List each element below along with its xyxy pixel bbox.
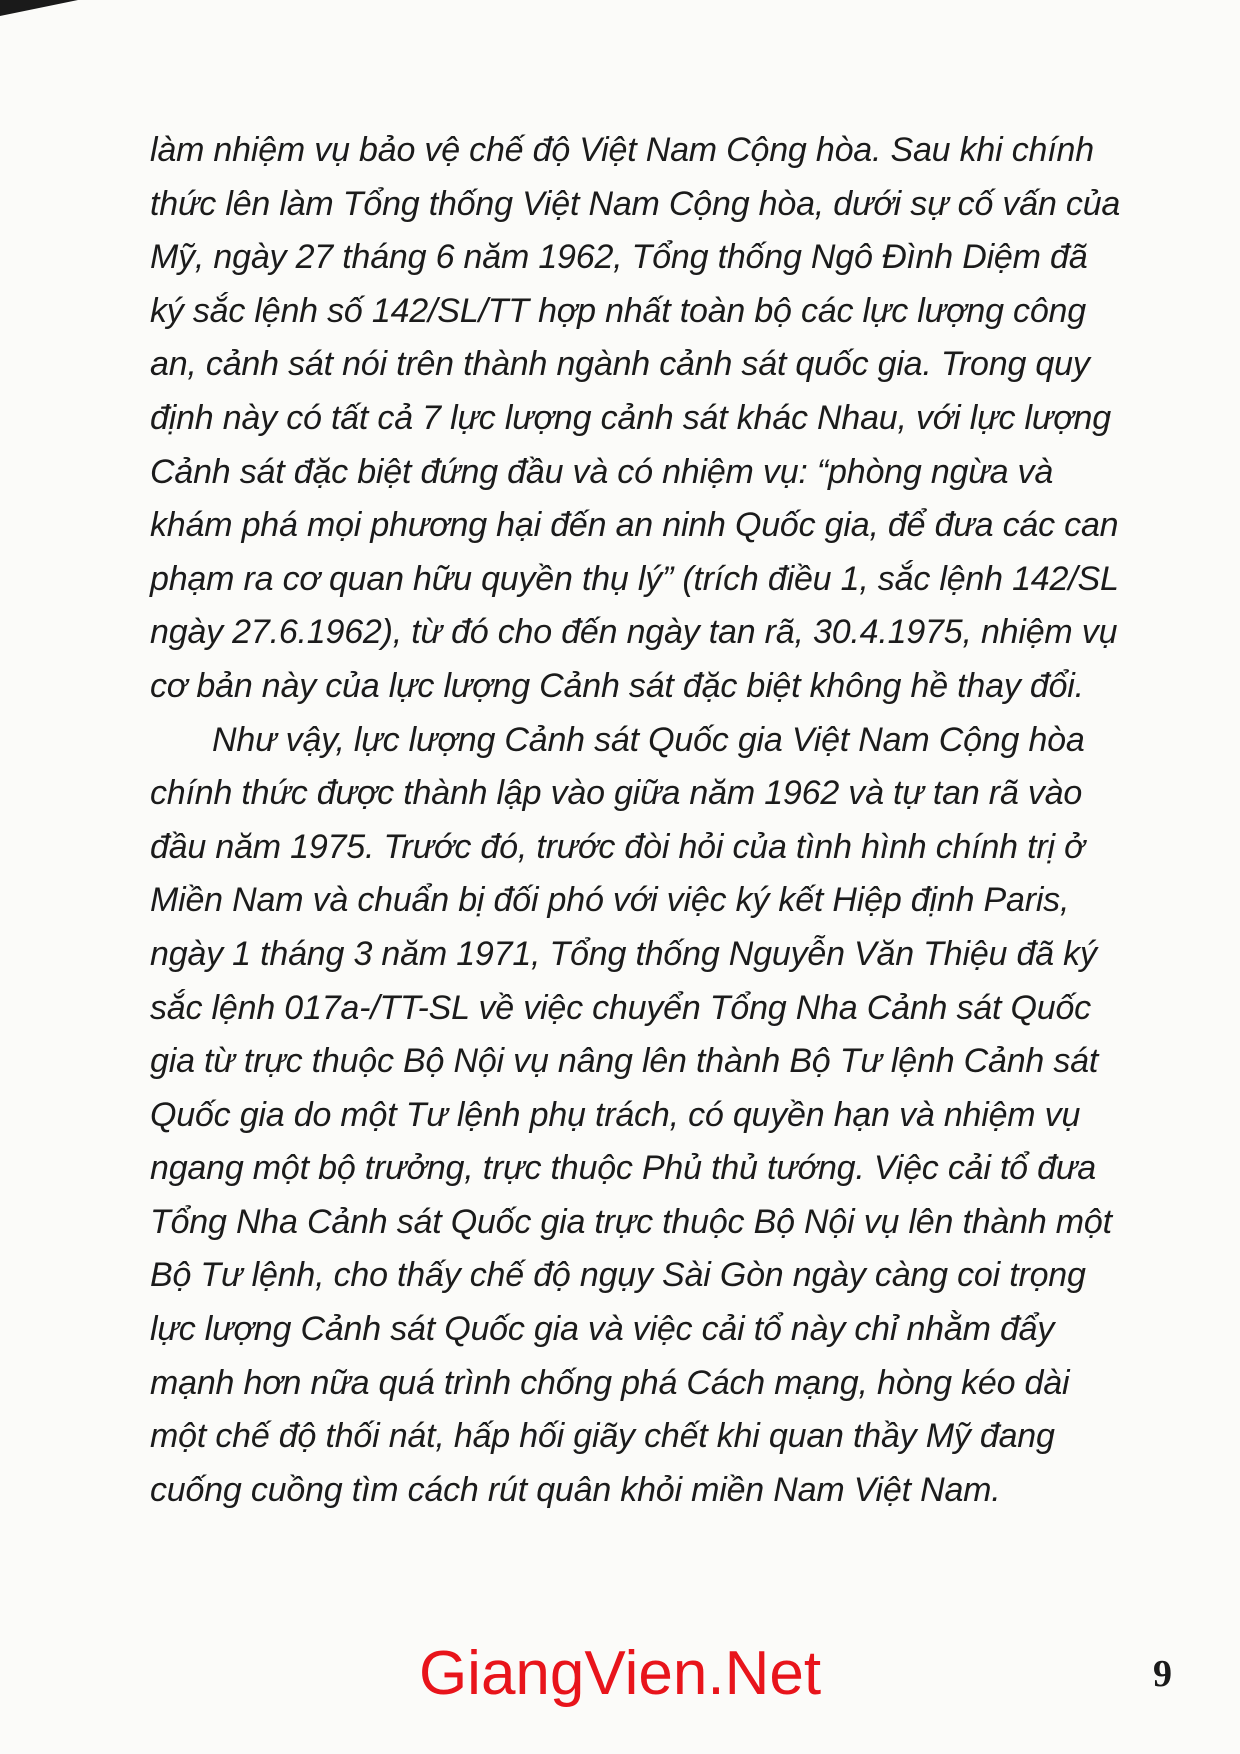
text-line: ký sắc lệnh số 142/SL/TT hợp nhất toàn bộ các lực lượng công [150,291,1086,330]
text-line: Bộ Tư lệnh, cho thấy chế độ ngụy Sài Gòn ngày càng coi trọng [150,1256,1086,1295]
text-line: chính thức được thành lập vào giữa năm 1962 và tự tan rã vào [150,774,1083,813]
text-line: đầu năm 1975. Trước đó, trước đòi hỏi của tình hình chính trị ở [150,827,1085,866]
text-line: định này có tất cả 7 lực lượng cảnh sát khác Nhau, với lực lượng [150,398,1111,437]
text-line: gia từ trực thuộc Bộ Nội vụ nâng lên thành Bộ Tư lệnh Cảnh sát [150,1042,1099,1081]
text-line: Mỹ, ngày 27 tháng 6 năm 1962, Tổng thống Ngô Đình Diệm đã [150,238,1088,277]
corner-scan-mark [0,0,78,16]
text-line: cuống cuồng tìm cách rút quân khỏi miền Nam Việt Nam. [150,1470,1001,1509]
page-number: 9 [1153,1653,1172,1695]
text-line: lực lượng Cảnh sát Quốc gia và việc cải tổ này chỉ nhằm đẩy [150,1310,1055,1349]
text-line: khám phá mọi phương hại đến an ninh Quốc gia, để đưa các can [150,506,1119,545]
paragraph-start-line: Như vậy, lực lượng Cảnh sát Quốc gia Việt Nam Cộng hòa [212,720,1085,759]
body-text [150,124,1160,1517]
text-line: Cảnh sát đặc biệt đứng đầu và có nhiệm vụ: “phòng ngừa và [150,452,1054,491]
text-line: cơ bản này của lực lượng Cảnh sát đặc biệt không hề thay đổi. [150,666,1084,705]
text-line: ngang một bộ trưởng, trực thuộc Phủ thủ tướng. Việc cải tổ đưa [150,1149,1096,1188]
text-line: Quốc gia do một Tư lệnh phụ trách, có quyền hạn và nhiệm vụ [150,1095,1081,1134]
text-line: một chế độ thối nát, hấp hối giãy chết khi quan thầy Mỹ đang [150,1417,1055,1456]
text-line: Tổng Nha Cảnh sát Quốc gia trực thuộc Bộ Nội vụ lên thành một [150,1202,1112,1241]
text-line: phạm ra cơ quan hữu quyền thụ lý” (trích điều 1, sắc lệnh 142/SL [150,559,1119,598]
text-line: thức lên làm Tổng thống Việt Nam Cộng hòa, dưới sự cố vấn của [150,184,1121,223]
text-line: mạnh hơn nữa quá trình chống phá Cách mạng, hòng kéo dài [150,1363,1070,1402]
text-line: ngày 27.6.1962), từ đó cho đến ngày tan rã, 30.4.1975, nhiệm vụ [150,613,1118,652]
text-line: an, cảnh sát nói trên thành ngành cảnh sát quốc gia. Trong quy [150,345,1090,384]
text-line: ngày 1 tháng 3 năm 1971, Tổng thống Nguyễn Văn Thiệu đã ký [150,934,1097,973]
text-line: Miền Nam và chuẩn bị đối phó với việc ký kết Hiệp định Paris, [150,881,1070,920]
text-line: sắc lệnh 017a-/TT-SL về việc chuyển Tổng Nha Cảnh sát Quốc [150,988,1091,1027]
text-line: làm nhiệm vụ bảo vệ chế độ Việt Nam Cộng hòa. Sau khi chính [150,131,1094,169]
site-watermark: GiangVien.Net [418,1639,822,1708]
